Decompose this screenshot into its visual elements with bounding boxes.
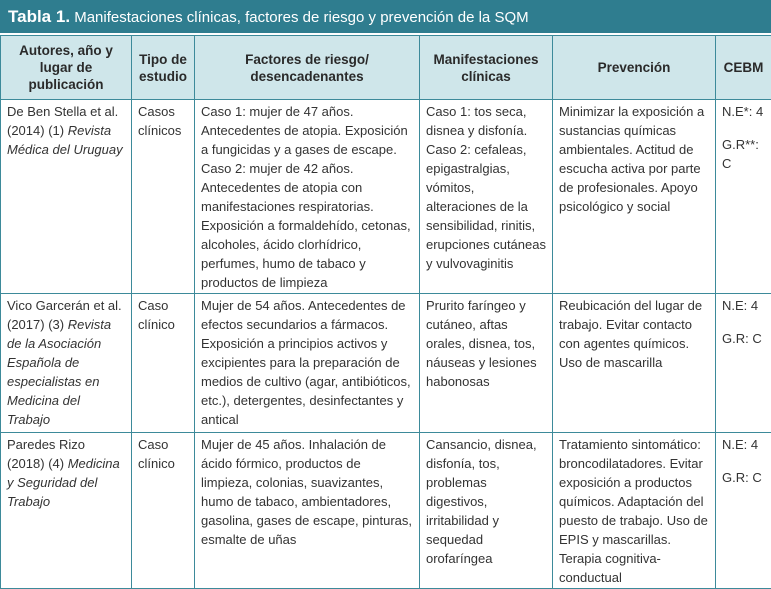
journal-text: Revista Médica del Uruguay <box>7 123 123 157</box>
table-row <box>1 294 771 433</box>
cebm-cell <box>716 294 771 433</box>
manifestations-cell: Cansancio, disnea, disfonía, tos, problemas digestivos, irritabilidad y sequedad orofaríngea <box>420 433 553 589</box>
author-cell <box>1 433 132 589</box>
cebm-cell <box>716 433 771 589</box>
prevention-cell: Reubicación del lugar de trabajo. Evitar contacto con agentes químicos. Uso de mascarilla <box>553 294 716 433</box>
header-row <box>1 36 771 100</box>
evidence-level: N.E*: 4 <box>722 104 763 119</box>
table-row <box>1 433 771 589</box>
column-header-manifestations: Manifestaciones clínicas <box>420 36 553 100</box>
manifestations-cell: Caso 1: tos seca, disnea y disfonía. Caso 2: cefaleas, epigastralgias, vómitos, alteraciones de la sensibilidad, rinitis, erupciones cutáneas y vulvovaginitis <box>420 100 553 294</box>
manifestations-cell: Prurito faríngeo y cutáneo, aftas orales, disnea, tos, náuseas y lesiones habonosas <box>420 294 553 433</box>
cebm-cell <box>716 100 771 294</box>
study-type-cell: Caso clínico <box>132 294 195 433</box>
table-row <box>1 100 771 294</box>
risk-factors-cell: Mujer de 54 años. Antecedentes de efectos secundarios a fármacos. Exposición a principios activos y excipientes para la preparación de medios de cultivo (agar, antibióticos, etc.), detergentes, desinfectantes y antical <box>195 294 420 433</box>
evidence-level: N.E: 4 <box>722 437 758 452</box>
evidence-level: N.E: 4 <box>722 298 758 313</box>
column-header-authors: Autores, año y lugar de publicación <box>1 36 132 100</box>
author-text: De Ben Stella et al. (2014) (1) <box>7 104 118 138</box>
author-cell <box>1 100 132 294</box>
recommendation-grade: G.R: C <box>722 329 765 348</box>
table-title-text: Manifestaciones clínicas, factores de riesgo y prevención de la SQM <box>74 9 528 26</box>
recommendation-grade: G.R: C <box>722 468 765 487</box>
risk-factors-cell: Caso 1: mujer de 47 años. Antecedentes de atopia. Exposición a fungicidas y a gases de escape. Caso 2: mujer de 42 años. Antecedentes de atopia con manifestaciones respiratorias. Exposición a formaldehído, cetonas, alcoholes, ácido clorhídrico, perfumes, humo de tabaco y productos de limpieza <box>195 100 420 294</box>
column-header-cebm: CEBM <box>716 36 771 100</box>
prevention-cell: Tratamiento sintomático: broncodilatadores. Evitar exposición a productos químicos. Adaptación del puesto de trabajo. Uso de EPIS y mascarillas. Terapia cognitiva-conductual <box>553 433 716 589</box>
journal-text: Medicina y Seguridad del Trabajo <box>7 456 120 509</box>
table-title <box>0 0 771 35</box>
data-table <box>0 35 771 589</box>
column-header-prevention: Prevención <box>553 36 716 100</box>
author-cell <box>1 294 132 433</box>
journal-text: Revista de la Asociación Española de especialistas en Medicina del Trabajo <box>7 317 111 427</box>
study-type-cell: Caso clínico <box>132 433 195 589</box>
recommendation-grade: G.R**: C <box>722 135 765 173</box>
prevention-cell: Minimizar la exposición a sustancias químicas ambientales. Actitud de escucha activa por parte de profesionales. Apoyo psicológico y social <box>553 100 716 294</box>
column-header-study-type: Tipo de estudio <box>132 36 195 100</box>
table-number: Tabla 1. <box>8 7 70 26</box>
author-text: Vico Garcerán et al. (2017) (3) <box>7 298 122 332</box>
author-text: Paredes Rizo (2018) (4) <box>7 437 85 471</box>
column-header-risk-factors: Factores de riesgo/ desencadenantes <box>195 36 420 100</box>
study-type-cell: Casos clínicos <box>132 100 195 294</box>
risk-factors-cell: Mujer de 45 años. Inhalación de ácido fórmico, productos de limpieza, colonias, suavizantes, humo de tabaco, ambientadores, gasolina, gases de escape, pinturas, esmalte de uñas <box>195 433 420 589</box>
